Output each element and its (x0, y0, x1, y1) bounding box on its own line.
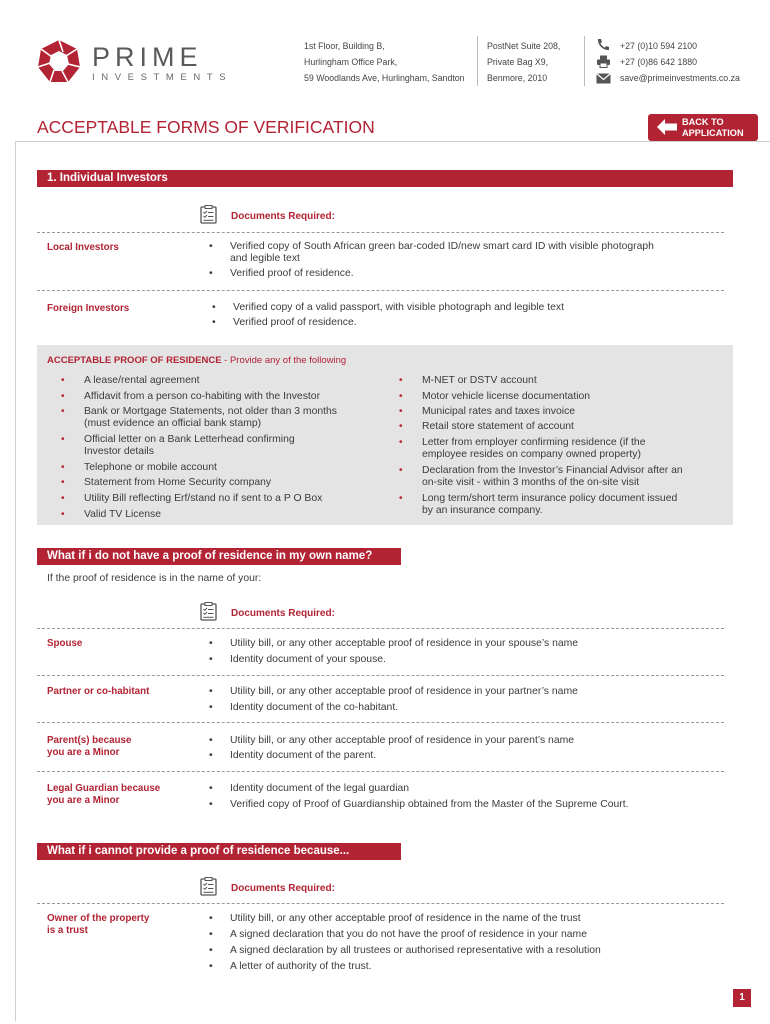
list-item: • Verified proof of residence. (212, 317, 357, 328)
list-item: • Identity document of the co-habitant. (209, 702, 399, 713)
email-icon (596, 72, 611, 85)
proof-heading-bold: ACCEPTABLE PROOF OF RESIDENCE (47, 355, 222, 366)
list-item: • Verified copy of a valid passport, with visible photograph and legible text (212, 302, 564, 313)
section-heading-cannot-provide-proof: What if i cannot provide a proof of residence because... (37, 843, 401, 860)
proof-item-continuation: (must evidence an official bank stamp) (84, 418, 262, 429)
back-button-line1: BACK TO (682, 117, 724, 127)
fax-number: +27 (0)86 642 1880 (620, 57, 698, 67)
parent-label (47, 735, 131, 759)
back-to-application-button[interactable] (648, 114, 758, 141)
address-line: 59 Woodlands Ave, Hurlingham, Sandton (304, 73, 465, 83)
dashed-divider (37, 903, 724, 904)
documents-required-label: Documents Required: (231, 883, 335, 894)
section-heading-no-proof-own-name: What if i do not have a proof of residence in my own name? (37, 548, 401, 565)
list-item: • A signed declaration by all trustees or authorised representative with a resolution (209, 945, 601, 956)
section-heading-individual-investors: 1. Individual Investors (37, 170, 733, 187)
address-line: 1st Floor, Building B, (304, 41, 385, 51)
list-item: • Verified copy of Proof of Guardianship obtained from the Master of the Supreme Court. (209, 799, 629, 810)
legal-guardian-label (47, 783, 160, 807)
list-item: • Identity document of your spouse. (209, 654, 386, 665)
proof-item: • A lease/rental agreement (61, 375, 200, 386)
dashed-divider (37, 771, 724, 772)
back-button-label (682, 117, 744, 138)
row-label-line1: Legal Guardian because (47, 783, 161, 794)
spouse-label: Spouse (47, 638, 83, 649)
proof-item: • Telephone or mobile account (61, 462, 217, 473)
proof-item: • Municipal rates and taxes invoice (399, 406, 576, 417)
row-label-line1: Owner of the property (47, 913, 150, 924)
phone-number: +27 (0)10 594 2100 (620, 41, 698, 51)
list-item: • Verified copy of South African green bar-coded ID/new smart card ID with visible photograph (209, 241, 654, 252)
list-item: • Verified proof of residence. (209, 268, 354, 279)
list-item: • Identity document of the parent. (209, 750, 377, 761)
proof-item: • Motor vehicle license documentation (399, 391, 591, 402)
checklist-icon (200, 205, 217, 224)
page-number: 1 (733, 989, 751, 1007)
documents-required-label: Documents Required: (231, 608, 335, 619)
divider (477, 36, 478, 86)
logo-wordmark: PRIME (92, 42, 203, 72)
list-item: • Identity document of the legal guardian (209, 783, 410, 794)
address-line: Hurlingham Office Park, (304, 57, 398, 67)
local-investors-label: Local Investors (47, 242, 119, 253)
address-line: Private Bag X9, (487, 57, 549, 67)
list-item: • Utility bill, or any other acceptable proof of residence in your spouse’s name (209, 638, 579, 649)
dashed-divider (37, 675, 724, 676)
proof-item: • Long term/short term insurance policy document issued (399, 493, 678, 504)
trust-owner-label (47, 913, 149, 937)
phone-icon (596, 38, 611, 51)
page-title: ACCEPTABLE FORMS OF VERIFICATION (37, 117, 375, 137)
address-block-1 (304, 38, 465, 86)
proof-item-continuation: on-site visit - within 3 months of the on-site visit (422, 477, 640, 488)
proof-item: • Statement from Home Security company (61, 477, 272, 488)
email-address[interactable]: save@primeinvestments.co.za (620, 73, 740, 83)
foreign-investors-label: Foreign Investors (47, 303, 130, 314)
partner-label: Partner or co-habitant (47, 686, 150, 697)
list-item: • Utility bill, or any other acceptable proof of residence in your partner’s name (209, 686, 578, 697)
proof-item: • Official letter on a Bank Letterhead confirming (61, 434, 295, 445)
contact-block (620, 38, 740, 86)
proof-heading (47, 355, 346, 366)
arrow-left-icon (657, 119, 677, 135)
prime-logo-icon (38, 40, 80, 82)
checklist-icon (200, 877, 217, 896)
list-item-continuation: and legible text (230, 253, 300, 264)
back-button-line2: APPLICATION (682, 127, 744, 138)
proof-item-continuation: by an insurance company. (422, 505, 543, 516)
section2-intro: If the proof of residence is in the name of your: (47, 573, 262, 584)
list-item: • A signed declaration that you do not have the proof of residence in your name (209, 929, 587, 940)
address-line: Benmore, 2010 (487, 73, 548, 83)
proof-item-continuation: Investor details (84, 446, 154, 457)
proof-item: • Affidavit from a person co-habiting with the Investor (61, 391, 321, 402)
documents-required-label: Documents Required: (231, 211, 335, 222)
list-item: • Utility bill, or any other acceptable proof of residence in the name of the trust (209, 913, 581, 924)
list-item: • Utility bill, or any other acceptable proof of residence in your parent’s name (209, 735, 575, 746)
dashed-divider (37, 628, 724, 629)
list-item: • A letter of authority of the trust. (209, 961, 372, 972)
proof-item: • Utility Bill reflecting Erf/stand no if sent to a P O Box (61, 493, 323, 504)
proof-item: • Valid TV License (61, 509, 162, 520)
divider (584, 36, 585, 86)
address-line: PostNet Suite 208, (487, 41, 561, 51)
row-label-line1: Parent(s) because (47, 735, 132, 746)
checklist-icon (200, 602, 217, 621)
fax-icon (596, 55, 611, 68)
row-label-line2: is a trust (47, 925, 88, 936)
proof-heading-rest: - Provide any of the following (221, 355, 347, 366)
row-label-line2: you are a Minor (47, 795, 120, 806)
dashed-divider (37, 290, 724, 291)
proof-item: • M-NET or DSTV account (399, 375, 537, 386)
dashed-divider (37, 232, 724, 233)
row-label-line2: you are a Minor (47, 747, 120, 758)
proof-item: • Bank or Mortgage Statements, not older than 3 months (61, 406, 337, 417)
dashed-divider (37, 722, 724, 723)
proof-item-continuation: employee resides on company owned property) (422, 449, 641, 460)
address-block-2 (487, 38, 560, 86)
logo-subtitle: INVESTMENTS (92, 72, 233, 83)
proof-item: • Retail store statement of account (399, 421, 574, 432)
proof-item: • Declaration from the Investor’s Financial Advisor after an (399, 465, 683, 476)
proof-item: • Letter from employer confirming residence (if the (399, 437, 646, 448)
